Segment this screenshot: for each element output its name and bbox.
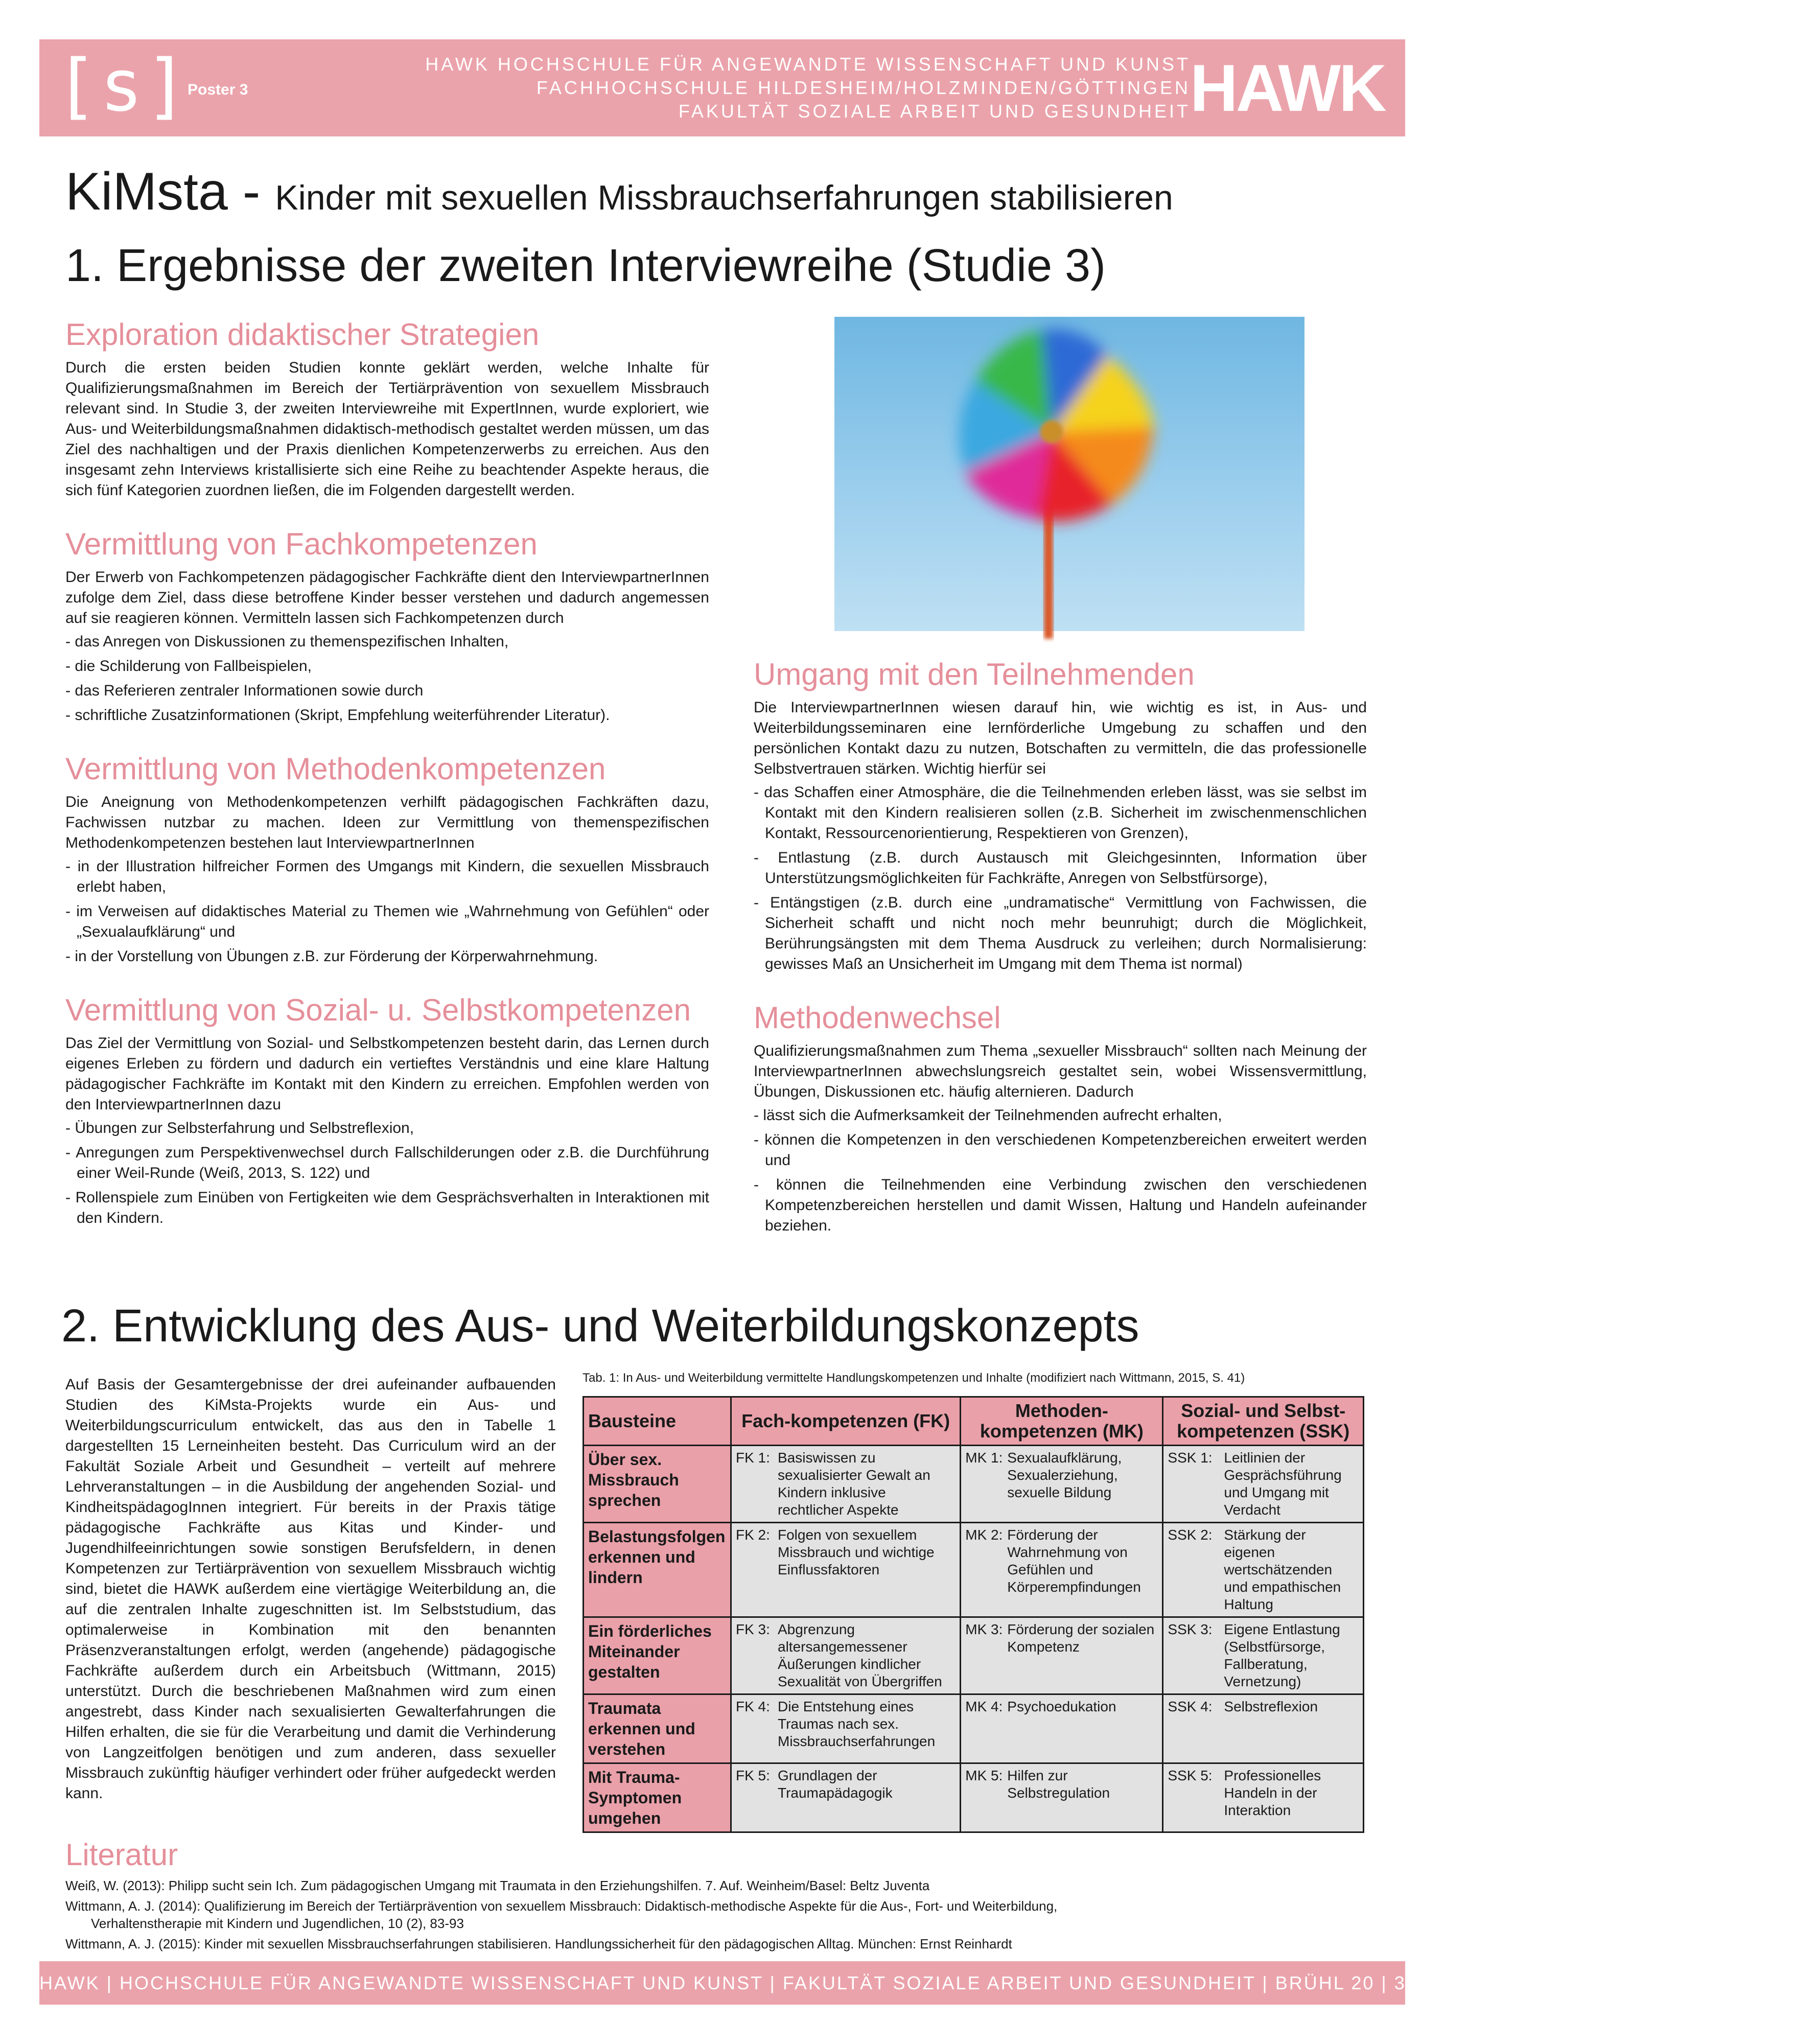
list-item: - schriftliche Zusatzinformationen (Skript, Empfehlung weiterführender Literatur). <box>65 707 610 724</box>
umgang-heading: Umgang mit den Teilnehmenden <box>754 657 1195 691</box>
cell-text: Eigene Entlastung (Selbstfürsorge, Fallberatung, Vernetzung) <box>1224 1621 1340 1689</box>
table-row <box>584 1763 1364 1832</box>
poster-label: Poster 3 <box>188 81 248 98</box>
cell-text: Abgrenzung altersangemessener Äußerungen kindlicher Sexualität von Übergriffen <box>778 1621 942 1689</box>
table-row <box>584 1446 1364 1523</box>
institution-line: FAKULTÄT SOZIALE ARBEIT UND GESUNDHEIT <box>678 101 1191 122</box>
list-item: - das Referieren zentraler Informationen sowie durch <box>65 682 424 699</box>
row-head: Mit Trauma-Symptomen umgehen <box>584 1763 731 1832</box>
cell-code: FK 3: <box>736 1621 770 1637</box>
literature-heading: Literatur <box>65 1838 178 1872</box>
header-fk: Fach-kompetenzen (FK) <box>731 1397 961 1446</box>
mk-cell <box>961 1446 1163 1523</box>
methoden-heading: Vermittlung von Methodenkompetenzen <box>65 752 606 786</box>
ssk-cell <box>1163 1617 1364 1694</box>
mk-cell <box>961 1763 1163 1832</box>
literature-line: Wittmann, A. J. (2015): Kinder mit sexuellen Missbrauchserfahrungen stabilisieren. Handlungssicherheit für den pädagogischen Alltag. München: Ernst Reinhardt <box>65 1936 1012 1952</box>
sozial-heading: Vermittlung von Sozial- u. Selbstkompetenzen <box>65 993 691 1027</box>
exploration-heading: Exploration didaktischer Strategien <box>65 317 540 352</box>
header-ssk: Sozial- und Selbst-kompetenzen (SSK) <box>1163 1397 1364 1446</box>
literature-entry <box>65 1935 1394 1953</box>
list-item: - können die Teilnehmenden eine Verbindung zwischen den verschiedenen Kompetenzbereichen herstellen und damit Wissen, Haltung und Handeln aufeinander beziehen. <box>754 1176 1367 1234</box>
list-item: - Rollenspiele zum Einüben von Fertigkeiten wie dem Gesprächsverhalten in Interaktionen mit den Kindern. <box>65 1189 709 1226</box>
cell-code: SSK 3: <box>1168 1621 1213 1637</box>
title-main: KiMsta - <box>65 162 275 221</box>
cell-code: FK 2: <box>736 1527 770 1543</box>
list-item: - Übungen zur Selbsterfahrung und Selbstreflexion, <box>65 1120 414 1136</box>
sozial-text: Das Ziel der Vermittlung von Sozial- und Selbstkompetenzen besteht darin, das Lernen durch eigenes Erleben zu fördern und dadurch ein vertieftes Verständnis und eine klare Haltung pädagogischer Fachkräfte im Kontakt mit den Kindern zu erreichen. Empfohlen werden von den InterviewpartnerInnen dazu <box>65 1035 709 1113</box>
mk-cell <box>961 1523 1163 1617</box>
umgang-block <box>754 657 1367 974</box>
s-logo: [s] <box>55 44 190 128</box>
cell-text: Grundlagen der Traumapädagogik <box>778 1768 893 1801</box>
pinwheel-photo <box>834 317 1304 631</box>
cell-text: Professionelles Handeln in der Interaktion <box>1224 1768 1321 1818</box>
row-head: Traumata erkennen und verstehen <box>584 1694 731 1763</box>
ssk-cell <box>1163 1694 1364 1763</box>
exploration-text: Durch die ersten beiden Studien konnte geklärt werden, welche Inhalte für Qualifizierungsmaßnahmen im Bereich der Tertiärprävention von sexuellem Missbrauch relevant sind. In Studie 3, der zweiten Interviewreihe mit ExpertInnen, wurde exploriert, wie Aus- und Weiterbildungsmaßnahmen didaktisch-methodisch gestaltet werden müssen, um das Ziel des nachhaltigen und der Praxis dienlichen Kompetenzerwerbs zu erreichen. Aus den insgesamt zehn Interviews kristallisierte sich eine Reihe zu beachtender Aspekte heraus, die sich fünf Kategorien zuordnen ließen, die im Folgenden dargestellt werden. <box>65 359 709 499</box>
cell-text: Leitlinien der Gesprächsführung und Umgang mit Verdacht <box>1224 1450 1342 1518</box>
fach-block <box>65 526 709 726</box>
table-row <box>584 1617 1364 1694</box>
institution-line: FACHHOCHSCHULE HILDESHEIM/HOLZMINDEN/GÖTTINGEN <box>536 77 1191 98</box>
pinwheel-image <box>834 317 1304 631</box>
cell-text: Stärkung der eigenen wertschätzenden und empathischen Haltung <box>1224 1527 1341 1612</box>
list-item: - in der Illustration hilfreicher Formen des Umgangs mit Kindern, die sexuellen Missbrauch erlebt haben, <box>65 858 709 895</box>
literature-line: Weiß, W. (2013): Philipp sucht sein Ich. Zum pädagogischen Umgang mit Traumata in den Erziehungshilfen. 7. Auf. Weinheim/Basel: Beltz Juventa <box>65 1878 930 1893</box>
ssk-cell <box>1163 1523 1364 1617</box>
fk-cell <box>731 1446 961 1523</box>
cell-text: Psychoedukation <box>1007 1699 1116 1714</box>
institution-line: HAWK HOCHSCHULE FÜR ANGEWANDTE WISSENSCHAFT UND KUNST <box>425 54 1191 75</box>
list-item: - Anregungen zum Perspektivenwechsel durch Fallschilderungen oder z.B. die Durchführung einer Weil-Runde (Weiß, 2013, S. 122) und <box>65 1144 709 1181</box>
section1-title: 1. Ergebnisse der zweiten Interviewreihe (Studie 3) <box>65 240 1106 291</box>
umgang-text: Die InterviewpartnerInnen wiesen darauf hin, wie wichtig es ist, in Aus- und Weiterbildungsseminaren eine lernförderliche Umgebung zu schaffen und den persönlichen Kontakt dazu zu nutzen, Botschaften zu vermitteln, die das professionelle Selbstvertrauen stärken. Wichtig hierfür sei <box>754 699 1367 777</box>
methodenwechsel-list <box>754 1105 1367 1236</box>
fk-cell <box>731 1523 961 1617</box>
cell-code: FK 1: <box>736 1450 770 1466</box>
row-head: Ein förderliches Miteinander gestalten <box>584 1617 731 1694</box>
header-mk: Methoden-kompetenzen (MK) <box>961 1397 1163 1446</box>
list-item: - Entängstigen (z.B. durch eine „undramatische“ Vermittlung von Fachwissen, die Sicherheit schafft und nicht noch mehr beunruhigt; durch die Möglichkeit, Berührungsängsten mit dem Thema Ausdruck zu verleihen; durch Normalisierung: gewisses Maß an Unsicherheit im Umgang mit dem Thema ist normal) <box>754 894 1367 972</box>
cell-code: SSK 5: <box>1168 1768 1213 1783</box>
fk-cell <box>731 1763 961 1832</box>
cell-text: Hilfen zur Selbstregulation <box>1007 1768 1110 1801</box>
table-row <box>584 1694 1364 1763</box>
umgang-list <box>754 782 1367 974</box>
sozial-block <box>65 992 709 1228</box>
sozial-list <box>65 1118 709 1228</box>
fach-heading: Vermittlung von Fachkompetenzen <box>65 527 538 561</box>
cell-code: SSK 4: <box>1168 1699 1213 1714</box>
cell-text: Basiswissen zu sexualisierter Gewalt an Kindern inklusive rechtlicher Aspekte <box>778 1450 930 1518</box>
methodenwechsel-heading: Methodenwechsel <box>754 1001 1001 1035</box>
left-column <box>65 317 709 1254</box>
cell-code: MK 4: <box>965 1699 1003 1714</box>
literature-entry <box>65 1877 1394 1894</box>
cell-text: Selbstreflexion <box>1224 1699 1318 1714</box>
list-item: - können die Kompetenzen in den verschiedenen Kompetenzbereichen erweitert werden und <box>754 1131 1367 1169</box>
literature-section <box>65 1837 1394 1956</box>
methoden-block <box>65 751 709 967</box>
literature-line: Wittmann, A. J. (2014): Qualifizierung im Bereich der Tertiärprävention von sexuellem Missbrauch: Didaktisch-methodische Aspekte für die Aus-, Fort- und Weiterbildung, <box>65 1898 1058 1914</box>
list-item: - in der Vorstellung von Übungen z.B. zur Förderung der Körperwahrnehmung. <box>65 948 598 965</box>
methoden-text: Die Aneignung von Methodenkompetenzen verhilft pädagogischen Fachkräften dazu, Fachwissen nutzbar zu machen. Ideen zur Vermittlung von themenspezifischen Methodenkompetenzen bestehen laut InterviewpartnerInnen <box>65 794 709 851</box>
ssk-cell <box>1163 1446 1364 1523</box>
list-item: - im Verweisen auf didaktisches Material zu Themen wie „Wahrnehmung von Gefühlen“ oder „Sexualaufklärung“ und <box>65 903 709 940</box>
cell-code: MK 1: <box>965 1450 1003 1466</box>
row-head: Belastungsfolgen erkennen und lindern <box>584 1523 731 1617</box>
literature-line-continued: Verhaltenstherapie mit Kindern und Jugendlichen, 10 (2), 83-93 <box>91 1916 464 1931</box>
list-item: - lässt sich die Aufmerksamkeit der Teilnehmenden aufrecht erhalten, <box>754 1107 1222 1124</box>
methoden-list <box>65 856 709 967</box>
cell-code: FK 5: <box>736 1768 770 1783</box>
footer-bar: HAWK | HOCHSCHULE FÜR ANGEWANDTE WISSENSCHAFT UND KUNST | FAKULTÄT SOZIALE ARBEIT UND GESUNDHEIT | BRÜHL 20 | 31134 HILDESHEIM | WWW.HAWK-HHG.DE <box>39 1961 1405 2005</box>
section2-text: Auf Basis der Gesamtergebnisse der drei aufeinander aufbauenden Studien des KiMsta-Projekts wurde ein Aus- und Weiterbildungscurriculum entwickelt, das aus den in Tabelle 1 dargestellten 15 Lerneinheiten besteht. Das Curriculum wird an der Fakultät Soziale Arbeit und Gesundheit – verteilt auf mehrere Lehrveranstaltungen – in die Ausbildung der angehenden Sozial- und KindheitspädagogInnen integriert. Für bereits in der Praxis tätige pädagogische Fachkräfte aus Kitas und Kinder- und Jugendhilfeeinrichtungen sowie sonstigen Berufsfeldern, in denen Kompetenzen zur Tertiärprävention von sexuellem Missbrauch wichtig sind, bietet die HAWK außerdem eine viertägige Weiterbildung an, die auf die zentralen Inhalte zugeschnitten ist. Im Selbststudium, das optimalerweise in Kombination mit den benannten Präsenzveranstaltungen erfolgt, werden (angehende) pädagogische Fachkräfte außerdem durch ein Arbeitsbuch (Wittmann, 2015) unterstützt. Durch die beschriebenen Maßnahmen wird zum einen angestrebt, dass Kinder nach sexualisierten Gewalterfahrungen die Hilfen erhalten, die sie für die Verarbeitung und damit die Verhinderung von Langzeitfolgen benötigen und zum anderen, dass sexueller Missbrauch zukünftig häufiger verhindert oder früher aufgedeckt werden kann. <box>65 1376 556 1802</box>
section2-title: 2. Entwicklung des Aus- und Weiterbildungskonzepts <box>61 1300 1139 1352</box>
institution-name <box>425 53 1191 123</box>
title-subtitle: Kinder mit sexuellen Missbrauchserfahrungen stabilisieren <box>275 178 1173 217</box>
cell-text: Die Entstehung eines Traumas nach sex. Missbrauchserfahrungen <box>778 1699 936 1749</box>
cell-code: MK 2: <box>965 1527 1003 1543</box>
methodenwechsel-block <box>754 1000 1367 1236</box>
table-row <box>584 1523 1364 1617</box>
competence-table <box>583 1396 1364 1833</box>
cell-code: MK 5: <box>965 1768 1003 1783</box>
list-item: - das Schaffen einer Atmosphäre, die die Teilnehmenden erleben lässt, was sie selbst im Kontakt mit den Kindern realisieren sollen (z.B. Sicherheit im zwischenmenschlichen Kontakt, Ressourcenorientierung, Respektieren von Grenzen), <box>754 784 1367 842</box>
fach-text: Der Erwerb von Fachkompetenzen pädagogischer Fachkräfte dient den InterviewpartnerInnen zufolge dem Ziel, dass diese betroffene Kinder besser verstehen und dadurch angemessen auf sie reagieren können. Vermitteln lassen sich Fachkompetenzen durch <box>65 569 709 626</box>
mk-cell <box>961 1694 1163 1763</box>
list-item: - das Anregen von Diskussionen zu themenspezifischen Inhalten, <box>65 633 509 650</box>
list-item: - die Schilderung von Fallbeispielen, <box>65 658 312 675</box>
cell-code: SSK 2: <box>1168 1527 1213 1543</box>
cell-text: Förderung der sozialen Kompetenz <box>1007 1621 1155 1655</box>
hawk-logo: HAWK <box>1190 51 1385 125</box>
header-bar <box>39 39 1405 136</box>
fach-list <box>65 632 709 726</box>
list-item: - Entlastung (z.B. durch Austausch mit Gleichgesinnten, Information über Unterstützungsmöglichkeiten für Fachkräfte, Anregen von Selbstfürsorge), <box>754 849 1367 887</box>
cell-code: MK 3: <box>965 1621 1003 1637</box>
cell-text: Sexualaufklärung, Sexualerziehung, sexuelle Bildung <box>1007 1450 1122 1500</box>
ssk-cell <box>1163 1763 1364 1832</box>
cell-code: SSK 1: <box>1168 1450 1213 1466</box>
cell-text: Folgen von sexuellem Missbrauch und wichtige Einflussfaktoren <box>778 1527 935 1577</box>
table-header-row <box>584 1397 1364 1446</box>
exploration-block <box>65 317 709 501</box>
row-head: Über sex. Missbrauch sprechen <box>584 1446 731 1523</box>
cell-code: FK 4: <box>736 1699 770 1714</box>
table-caption: Tab. 1: In Aus- und Weiterbildung vermittelte Handlungskompetenzen und Inhalte (modifiziert nach Wittmann, 2015, S. 41) <box>583 1371 1245 1385</box>
mk-cell <box>961 1617 1163 1694</box>
header-bausteine: Bausteine <box>584 1397 731 1446</box>
fk-cell <box>731 1617 961 1694</box>
literature-entry <box>65 1897 1394 1932</box>
fk-cell <box>731 1694 961 1763</box>
cell-text: Förderung der Wahrnehmung von Gefühlen und Körperempfindungen <box>1007 1527 1141 1595</box>
poster-title <box>65 161 1173 228</box>
methodenwechsel-text: Qualifizierungsmaßnahmen zum Thema „sexueller Missbrauch“ sollten nach Meinung der InterviewpartnerInnen abwechslungsreich gestaltet sein, wobei Wissensvermittlung, Übungen, Diskussionen etc. häufig alternieren. Dadurch <box>754 1042 1367 1100</box>
right-column <box>754 657 1367 1262</box>
